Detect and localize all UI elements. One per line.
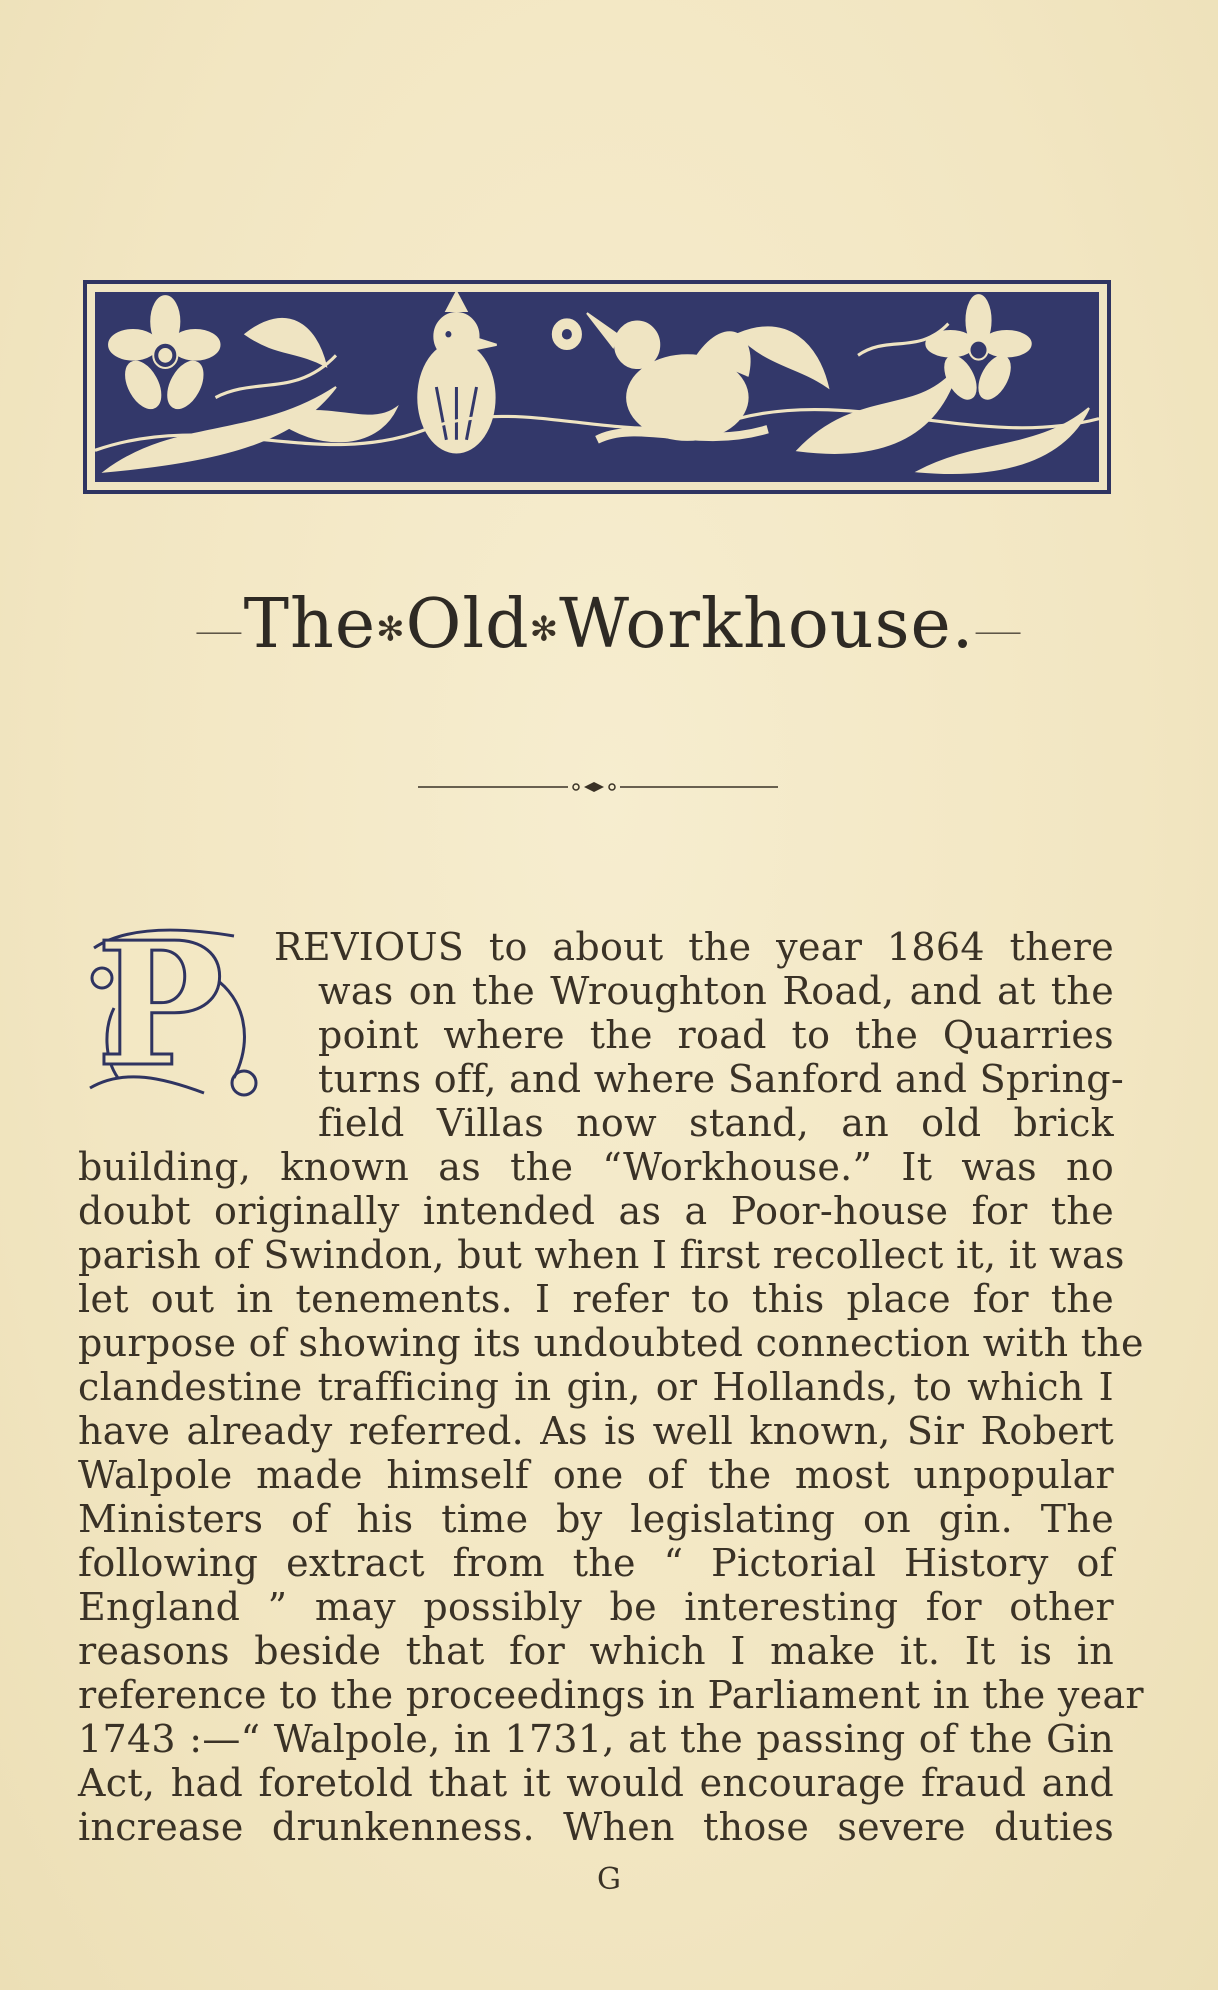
text-line-7: doubt originally intended as a Poor-house for the (78, 1189, 1114, 1233)
text-line-9: let out in tenements. I refer to this place for the (78, 1277, 1114, 1321)
title-separator-1: ✻ (376, 609, 406, 650)
text-line-8: parish of Swindon, but when I first recollect it, it was (78, 1233, 1125, 1277)
text-line-3: point where the road to the Quarries (318, 1013, 1114, 1057)
text-line-5: field Villas now stand, an old brick (318, 1101, 1114, 1145)
text-line-15: following extract from the “ Pictorial History of (78, 1541, 1114, 1585)
text-line-21: increase drunkenness. When those severe duties (78, 1805, 1114, 1849)
text-line-11: clandestine trafficing in gin, or Hollands, to which I (78, 1365, 1114, 1409)
text-line-20: Act, had foretold that it would encourage fraud and (78, 1761, 1114, 1805)
title-separator-2: ✻ (529, 609, 560, 650)
decorated-initial (84, 905, 266, 1105)
text-line-18: reference to the proceedings in Parliament in the year (78, 1673, 1144, 1717)
text-line-17: reasons beside that for which I make it. It is in (78, 1629, 1114, 1673)
text-line-6: building, known as the “Workhouse.” It was no (78, 1145, 1114, 1189)
signature-mark: G (597, 1862, 621, 1897)
title-word-old: Old (405, 585, 530, 664)
text-line-13: Walpole made himself one of the most unpopular (78, 1453, 1114, 1497)
text-line-19: 1743 :—“ Walpole, in 1731, at the passing of the Gin (78, 1717, 1114, 1761)
dropcap-letter: P (96, 905, 224, 1105)
text-line-12: have already referred. As is well known, Sir Robert (78, 1409, 1114, 1453)
text-line-10: purpose of showing its undoubted connection with the (78, 1321, 1144, 1365)
text-line-16: England ” may possibly be interesting for other (78, 1585, 1114, 1629)
title-word-the: The (243, 585, 377, 664)
decorative-header-banner (83, 280, 1111, 494)
title-word-workhouse: Workhouse. (559, 585, 975, 664)
title-flourish-left: ⸺ (195, 614, 244, 648)
text-line-1: REVIOUS to about the year 1864 there (274, 925, 1114, 969)
text-line-4: turns off, and where Sanford and Spring- (318, 1057, 1125, 1101)
text-line-14: Ministers of his time by legislating on gin. The (78, 1497, 1114, 1541)
floral-ornament-icon (95, 292, 1099, 482)
title-flourish-right: ⸺ (974, 614, 1023, 648)
chapter-title (0, 585, 1218, 664)
text-line-2: was on the Wroughton Road, and at the (318, 969, 1114, 1013)
ornamental-rule (418, 780, 778, 794)
